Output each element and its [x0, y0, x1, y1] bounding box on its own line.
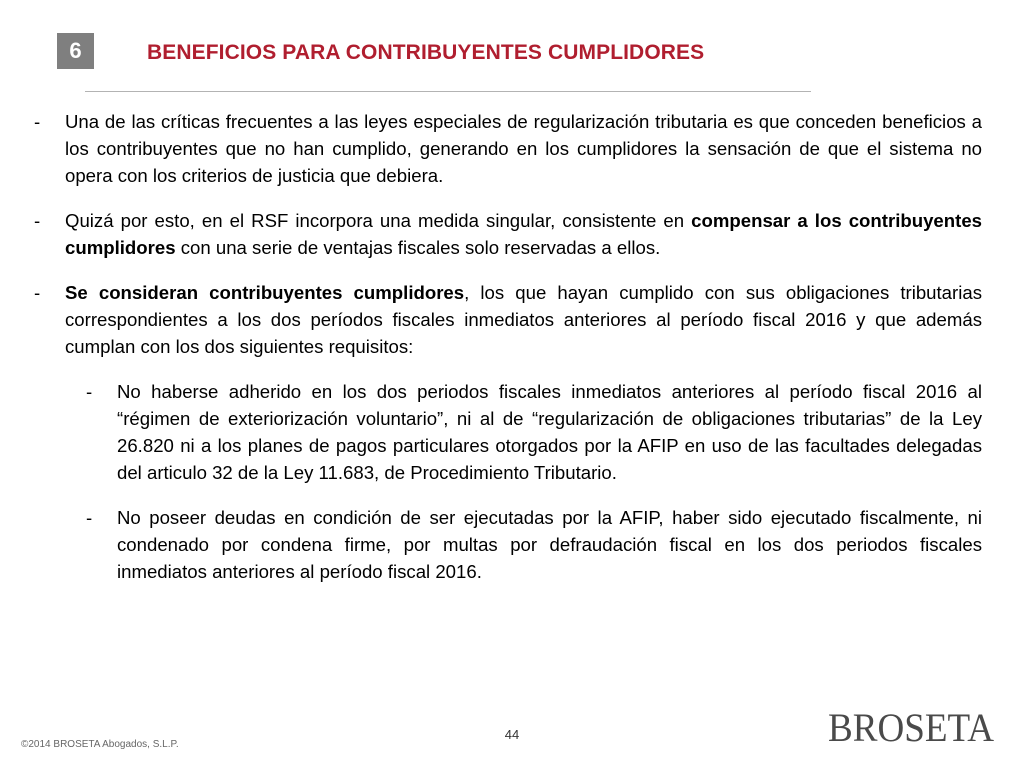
bullet-criticism [34, 108, 982, 189]
bullet-dash: - [86, 507, 93, 528]
content-body [34, 108, 982, 585]
bullet-dash: - [34, 111, 41, 132]
logo-wordmark: BROSETA [828, 705, 995, 748]
footer-copyright: ©2014 BROSETA Abogados, S.L.P. [21, 739, 179, 750]
bullet-text: Quizá por esto, en el RSF incorpora una medida singular, consistente en [65, 210, 692, 231]
sub-bullet-requirement-2 [86, 504, 982, 585]
bullet-text: Una de las críticas frecuentes a las leyes especiales de regularización tributaria es que conceden beneficios a los contribuyentes que no han cumplido, generando en los cumplidores la sensación de que el sistema no opera con los criterios de justicia que debiera. [65, 111, 982, 186]
title-divider [85, 91, 811, 92]
bullet-text: No haberse adherido en los dos periodos fiscales inmediatos anteriores al período fiscal 2016 al “régimen de exteriorización voluntario”, ni al de “regularización de obligaciones tributarias” de la Ley 26.820 ni a los planes de pagos particulares otorgados por la AFIP en uso de las facultades delegadas del articulo 32 de la Ley 11.683, de Procedimiento Tributario. [117, 381, 982, 483]
page-number: 44 [504, 727, 520, 742]
sub-bullet-requirement-1 [86, 378, 982, 486]
bullet-text: No poseer deudas en condición de ser ejecutadas por la AFIP, haber sido ejecutado fiscalmente, ni condenado por condena firme, por multas por defraudación fiscal en los dos periodos fiscales inmediatos anteriores al período fiscal 2016. [117, 507, 982, 582]
bullet-dash: - [86, 381, 93, 402]
bullet-compensation [34, 207, 982, 261]
bullet-definition [34, 279, 982, 360]
slide-title: BENEFICIOS PARA CONTRIBUYENTES CUMPLIDORES [147, 41, 705, 64]
bullet-bold-text: Se consideran contribuyentes cumplidores [65, 282, 465, 303]
section-number-badge: 6 [57, 33, 94, 69]
broseta-logo-icon [826, 704, 996, 748]
bullet-bold-text: compensar a los contribuyentes cumplidores [65, 210, 982, 258]
bullet-text: con una serie de ventajas fiscales solo reservadas a ellos. [175, 237, 661, 258]
bullet-text: , los que hayan cumplido con sus obligaciones tributarias correspondientes a los dos períodos fiscales inmediatos anteriores al período fiscal 2016 y que además cumplan con los dos siguientes requisitos: [65, 282, 982, 357]
bullet-dash: - [34, 282, 41, 303]
bullet-dash: - [34, 210, 41, 231]
